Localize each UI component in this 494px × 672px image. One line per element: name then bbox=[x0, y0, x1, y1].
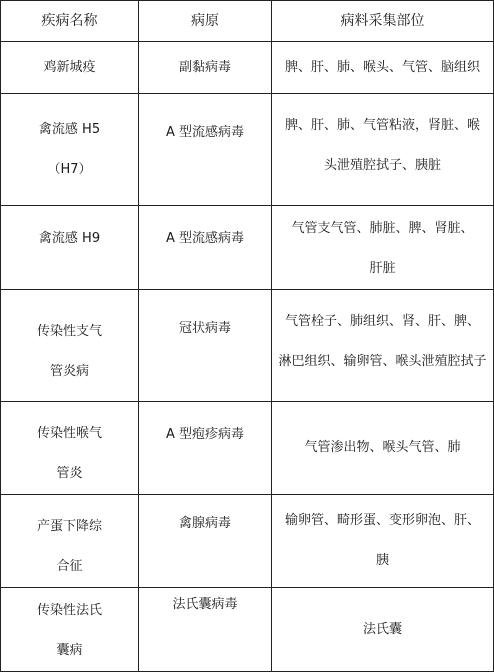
table-row bbox=[1, 290, 494, 402]
disease-name-continued: 囊病 bbox=[56, 643, 83, 658]
disease-name: 鸡新城疫 bbox=[43, 59, 96, 75]
pathogen-cell bbox=[139, 290, 272, 402]
disease-name: 禽流感 H9 bbox=[38, 231, 101, 246]
pathogen-cell bbox=[139, 588, 272, 672]
disease-name-cell bbox=[1, 42, 139, 94]
disease-name-cell bbox=[1, 495, 139, 588]
disease-name: 传染性喉气 bbox=[36, 426, 102, 441]
table-row bbox=[1, 42, 494, 94]
sampling-sites-cell bbox=[272, 290, 494, 402]
disease-name-continued: （H7） bbox=[47, 161, 92, 177]
pathogen-cell bbox=[139, 495, 272, 588]
sampling-sites: 法氏囊 bbox=[362, 621, 402, 637]
sampling-sites-cell bbox=[272, 588, 494, 672]
pathogen: A 型疱疹病毒 bbox=[165, 427, 245, 442]
pathogen: 副黏病毒 bbox=[178, 59, 231, 75]
header-pathogen: 病原 bbox=[139, 1, 272, 42]
pathogen: A 型流感病毒 bbox=[165, 231, 245, 246]
disease-name-continued: 合征 bbox=[56, 559, 83, 574]
pathogen-cell bbox=[139, 42, 272, 94]
pathogen: 冠状病毒 bbox=[178, 321, 231, 336]
disease-name: 传染性法氏 bbox=[36, 603, 102, 618]
disease-name-continued: 管炎病 bbox=[49, 364, 89, 379]
sampling-sites: 输卵管、畸形蛋、变形卵泡、肝、 bbox=[284, 513, 480, 528]
sampling-sites-cell bbox=[272, 495, 494, 588]
disease-name-cell bbox=[1, 94, 139, 206]
disease-name-continued: 管炎 bbox=[56, 466, 83, 481]
sampling-sites-continued: 胰 bbox=[375, 553, 389, 568]
sampling-sites: 脾、肝、肺、气管粘液，肾脏、喉 bbox=[284, 118, 480, 133]
sampling-sites: 脾、肝、肺、喉头、气管、脑组织 bbox=[284, 59, 480, 75]
disease-name-cell bbox=[1, 588, 139, 672]
pathogen-cell bbox=[139, 94, 272, 206]
sampling-sites-continued: 淋巴组织、输卵管、喉头泄殖腔拭子 bbox=[278, 354, 487, 369]
sampling-sites: 气管渗出物、喉头气管、肺 bbox=[304, 440, 461, 455]
sampling-sites: 气管支气管、肺脏、脾、肾脏、 bbox=[291, 221, 474, 236]
disease-name: 禽流感 H5 bbox=[38, 121, 101, 137]
sampling-sites: 气管栓子、肺组织、肾、肝、脾、 bbox=[284, 314, 480, 329]
table-row bbox=[1, 206, 494, 290]
sampling-sites-cell bbox=[272, 206, 494, 290]
table-row bbox=[1, 588, 494, 672]
pathogen: A 型流感病毒 bbox=[165, 125, 245, 140]
disease-name-cell bbox=[1, 290, 139, 402]
pathogen-cell bbox=[139, 402, 272, 495]
pathogen: 法氏囊病毒 bbox=[172, 597, 238, 612]
disease-name: 产蛋下降综 bbox=[36, 519, 102, 534]
header-sampling-sites: 病料采集部位 bbox=[272, 1, 494, 42]
table-row bbox=[1, 94, 494, 206]
sampling-sites-cell bbox=[272, 94, 494, 206]
pathogen: 禽腺病毒 bbox=[178, 516, 231, 531]
table-row bbox=[1, 402, 494, 495]
sampling-sites-continued: 肝脏 bbox=[369, 261, 396, 276]
header-disease-name: 疾病名称 bbox=[1, 1, 139, 42]
table-header-row bbox=[1, 1, 494, 42]
pathogen-cell bbox=[139, 206, 272, 290]
sampling-sites-continued: 头泄殖腔拭子、胰脏 bbox=[323, 158, 441, 173]
disease-name-cell bbox=[1, 402, 139, 495]
table-row bbox=[1, 495, 494, 588]
disease-name-cell bbox=[1, 206, 139, 290]
sampling-sites-cell bbox=[272, 42, 494, 94]
disease-name: 传染性支气 bbox=[36, 324, 102, 339]
sampling-sites-cell bbox=[272, 402, 494, 495]
